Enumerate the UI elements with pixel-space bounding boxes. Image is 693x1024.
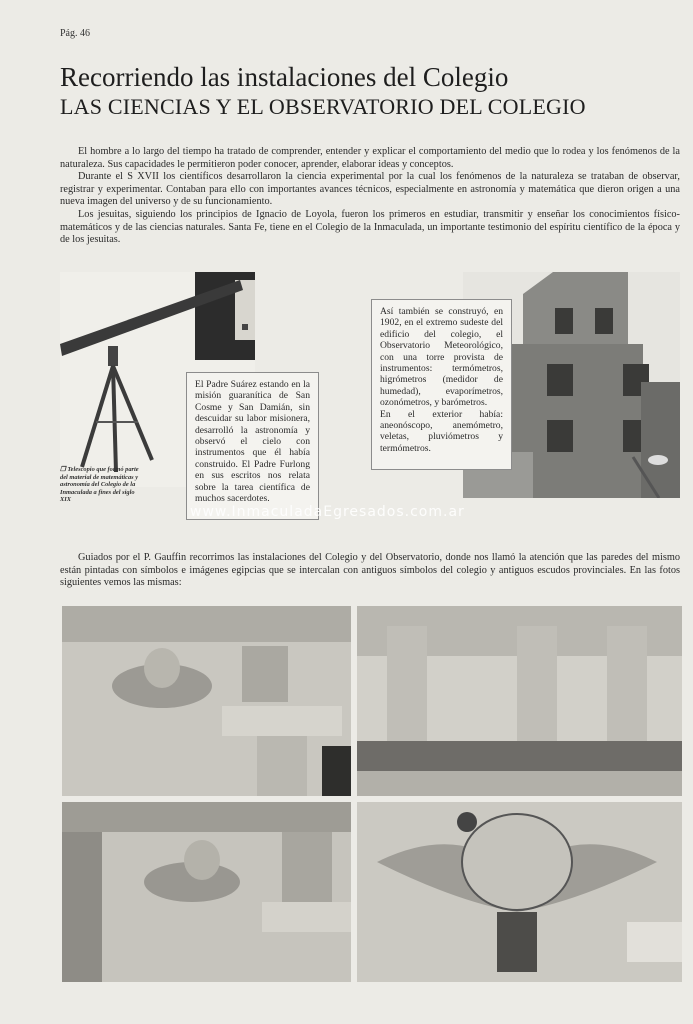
telescope-caption: ❒ Telescopio que formó parte del material de matemáticas y astronomía del Colegio de la Inmaculada a fines del siglo XIX	[60, 466, 139, 504]
observatory-text: Así también se construyó, en 1902, en el extremo sudeste del edificio del colegio, el Observatorio Meteorológico, con una torre provista de instrumentos: termómetros, higrómetros (medidor de humedad), evaporímetros, ozonómetros, y barómetros.	[380, 306, 503, 409]
intro-text	[60, 146, 680, 247]
observatory-text: En el exterior había: aneonóscopo, anemómetro, veletas, pluviómetros y termómetros.	[380, 408, 503, 454]
guided-paragraph: Guiados por el P. Gauffin recorrimos las instalaciones del Colegio y del Observatorio, donde nos llamó la atención que las paredes del mismo están pintadas con símbolos e imágenes egipcias que se intercalan con antiguos símbolos del colegio y antiguos escudos provinciales. En las fotos siguientes vemos las mismas:	[60, 552, 680, 589]
observatory-text-box	[371, 299, 512, 470]
guided-tour-text	[60, 552, 680, 590]
wall-photo-columns	[357, 606, 682, 796]
intro-paragraph: El hombre a lo largo del tiempo ha tratado de comprender, entender y explicar el comportamiento del medio que lo rodea y los fenómenos de la naturaleza. Sus capacidades le permitieron poder conocer, aprender, elaborar ideas y conceptos.	[60, 146, 680, 170]
wall-photo-scarab	[62, 606, 351, 796]
website-watermark: www.InmaculadaEgresados.com.ar	[190, 504, 465, 520]
intro-paragraph: Los jesuitas, siguiendo los principios de Ignacio de Loyola, fueron los primeros en estudiar, transmitir y enseñar los conocimientos físico-matemáticos y de las ciencias naturales. Santa Fe, tiene en el Colegio de la Inmaculada, un importante testimonio del espíritu científico de la época y de los jesuitas.	[60, 208, 680, 246]
suarez-text: El Padre Suárez estando en la misión guaranítica de San Cosme y San Damián, sin descuidar su labor misionera, desarrolló la astronomía y observó el cielo con instrumentos que él había construido. El Padre Furlong en sus escritos nos relata sobre la tarea científica de muchos sacerdotes.	[195, 379, 310, 505]
page-subtitle: LAS CIENCIAS Y EL OBSERVATORIO DEL COLEGIO	[60, 94, 586, 119]
wall-photo-winged-emblem	[357, 802, 682, 982]
suarez-text-box	[186, 372, 319, 520]
page-number: Pág. 46	[60, 28, 90, 39]
page-title: Recorriendo las instalaciones del Colegio	[60, 62, 509, 92]
intro-paragraph: Durante el S XVII los científicos desarrollaron la ciencia experimental por la cual los fenómenos de la naturaleza se trataban de observar, registrar y experimentar. Contaban para ello con importantes avances técnicos, especialmente en astronomía y matemática que dieron origen a una nueva imagen del universo y de su funcionamiento.	[60, 171, 680, 208]
wall-photo-scarab-2	[62, 802, 351, 982]
